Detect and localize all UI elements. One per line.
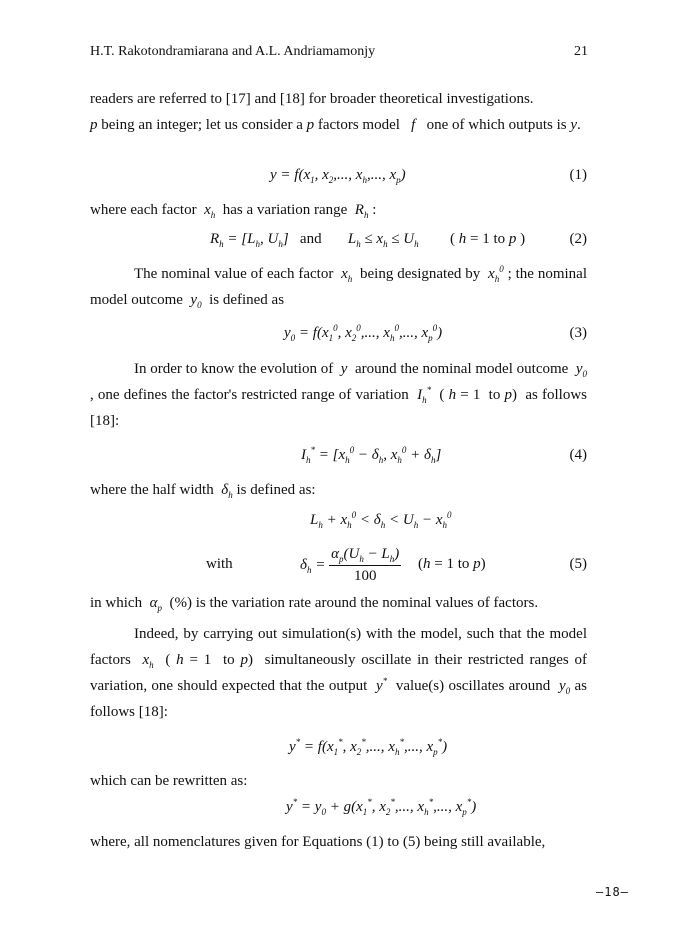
equation-1: $y = f(x_1$, $x_2$,..., $x_h$,..., $x_p$) (1) bbox=[270, 167, 587, 185]
paragraph-rewritten: which can be rewritten as: bbox=[90, 773, 248, 789]
paragraph-variation-range: where each factor $x_h$ has a variation range $R_h$ : bbox=[90, 202, 377, 220]
paragraph-nomenclature: where, all nomenclatures given for Equations (1) to (5) being still available, bbox=[90, 834, 546, 850]
paragraph-half-width: where the half width $\delta_h$ is defined as: bbox=[90, 482, 316, 500]
equation-with-label: with bbox=[206, 556, 233, 572]
paragraph-model-intro: p being an integer; let us consider a p factors model f one of which outputs is y. bbox=[90, 117, 581, 133]
equation-7: $y^* = y_0 + g(x_1^*$, $x_2^*$,..., $x_h^*$,..., $x_p^*$) bbox=[286, 797, 477, 817]
equation-2: $R_h = [L_h$, $U_h$] and $L_h \le x_h \le U_h$ ( h = 1 to p ) (2) bbox=[210, 231, 587, 249]
page-footer-number: —18— bbox=[596, 885, 629, 899]
paragraph-restricted-range: In order to know the evolution of y around the nominal model outcome $y_0$ , one defines the factor's restricted range of variation $I_h^*$ ( h = 1 to p) as follows [18]: bbox=[90, 361, 587, 429]
running-header-authors: H.T. Rakotondramiarana and A.L. Andriamamonjy bbox=[90, 44, 376, 59]
equation-3: $y_0 = f(x_1^0$, $x_2^0$,..., $x_h^0$,..., $x_p^0$) (3) bbox=[284, 323, 587, 343]
paragraph-references: readers are referred to [17] and [18] for broader theoretical investigations. bbox=[90, 91, 534, 107]
equation-number: (1) bbox=[569, 167, 587, 183]
fraction-denominator: 100 bbox=[353, 568, 377, 584]
paragraph-nominal-value: The nominal value of each factor $x_h$ being designated by $x_h^0$ ; the nominal model outcome $y_0$ is defined as bbox=[90, 264, 587, 310]
paragraph-simulation: Indeed, by carrying out simulation(s) with the model, such that the model factors $x_h$ ( h = 1 to p) simultaneously oscillate in their restricted ranges of variation, one should expected that the output y* value(s) oscillates around $y_0$ as follows [18]: bbox=[90, 626, 588, 720]
equation-number: (5) bbox=[569, 556, 587, 572]
equation-number: (2) bbox=[569, 231, 587, 247]
equation-6: $y^* = f(x_1^*$, $x_2^*$,..., $x_h^*$,..., $x_p^*$) bbox=[289, 737, 448, 757]
paragraph-variation-rate: in which $\alpha_p$ (%) is the variation rate around the nominal values of factors. bbox=[90, 595, 539, 613]
equation-number: (3) bbox=[569, 325, 587, 341]
equation-5-constraint: $L_h + x_h^0 < \delta_h < U_h - x_h^0$ bbox=[310, 510, 452, 530]
equation-4: $I_h^* = [x_h^0 - \delta_h$, $x_h^0 + \delta_h$] (4) bbox=[301, 445, 587, 465]
equation-number: (4) bbox=[569, 447, 587, 463]
running-header-page-number: 21 bbox=[574, 44, 588, 59]
equation-5: with $\delta_h$ = $\frac{\alpha_p(U_h - L_h)}{100}$ (h = 1 to p) (5) bbox=[206, 546, 587, 584]
